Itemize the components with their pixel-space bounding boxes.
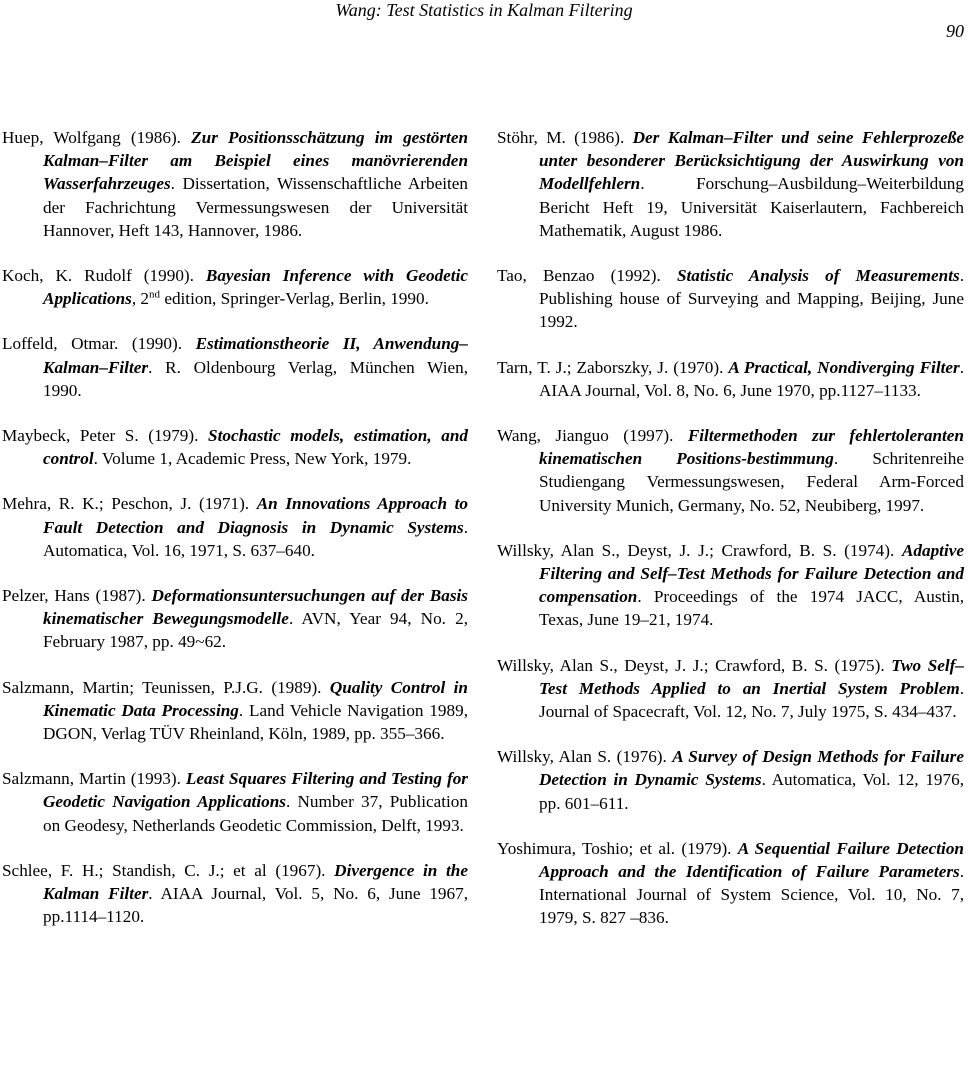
reference-details: . AIAA Journal, Vol. 8, No. 6, June 1970, pp.1127–1133. [539,357,964,400]
reference-authors: Tao, Benzao (1992). [497,266,677,286]
reference-entry [2,264,468,310]
reference-title: Least Squares Filtering and Testing for Geodetic Navigation Applications [43,769,468,812]
reference-title: Statistic Analysis of Measurements [676,266,960,286]
reference-entry [497,424,964,517]
reference-title: Stochastic models, estimation, and control [43,426,468,469]
reference-details: . Proceedings of the 1974 JACC, Austin, Texas, June 19–21, 1974. [539,587,964,630]
reference-authors: Yoshimura, Toshio; et al. (1979). [497,838,738,858]
reference-entry [2,584,468,654]
reference-details: . Volume 1, Academic Press, New York, 1979. [93,449,412,469]
reference-entry [2,859,468,929]
reference-authors: Salzmann, Martin (1993). [2,769,186,789]
reference-title: An Innovations Approach to Fault Detection and Diagnosis in Dynamic Systems [43,494,468,537]
reference-authors: Willsky, Alan S., Deyst, J. J.; Crawford, B. S. (1974). [497,540,902,560]
reference-title: Estimationstheorie II, Anwendung–Kalman–Filter [43,334,468,377]
reference-authors: Koch, K. Rudolf (1990). [2,266,206,286]
reference-details: . R. Oldenbourg Verlag, München Wien, 1990. [43,357,468,400]
reference-entry [497,837,964,930]
reference-entry [2,767,468,837]
reference-title: Filtermethoden zur fehlertoleranten kinematischen Positions-bestimmung [539,426,964,469]
reference-details: . Forschung–Ausbildung–Weiterbildung Bericht Heft 19, Universität Kaiserlautern, Fachbereich Mathematik, August 1986. [539,174,964,240]
reference-details: . Number 37, Publication on Geodesy, Netherlands Geodetic Commission, Delft, 1993. [43,792,468,835]
reference-title: Divergence in the Kalman Filter [43,860,468,904]
reference-authors: Pelzer, Hans (1987). [2,586,152,606]
reference-authors: Loffeld, Otmar. (1990). [2,334,196,354]
reference-details: . Schritenreihe Studiengang Vermessungswesen, Federal Arm-Forced University Munich, Germany, No. 52, Neubiberg, 1997. [539,449,964,515]
reference-details: . Publishing house of Surveying and Mapping, Beijing, June 1992. [539,266,964,332]
reference-authors: Tarn, T. J.; Zaborszky, J. (1970). [497,357,729,377]
reference-authors: Schlee, F. H.; Standish, C. J.; et al (1967). [2,860,335,880]
reference-entry [497,356,964,402]
reference-authors: Willsky, Alan S., Deyst, J. J.; Crawford, B. S. (1975). [497,655,892,675]
reference-authors: Salzmann, Martin; Teunissen, P.J.G. (1989). [2,677,330,697]
reference-title: A Survey of Design Methods for Failure Detection in Dynamic Systems [539,747,964,790]
reference-entry [2,424,468,470]
reference-title: Deformationsuntersuchungen auf der Basis kinematischer Bewegungsmodelle [43,586,468,629]
reference-entry [497,126,964,242]
reference-title: Zur Positionsschätzung im gestörten Kalman–Filter am Beispiel eines manövrierenden Wasserfahrzeuges [43,128,469,194]
reference-details: . Automatica, Vol. 16, 1971, S. 637–640. [43,517,468,560]
reference-entry [2,332,468,402]
reference-authors: Huep, Wolfgang (1986). [2,128,192,147]
reference-title: Adaptive Filtering and Self–Test Methods for Failure Detection and compensation [539,540,964,607]
reference-entry [2,492,468,562]
reference-entry [2,676,468,746]
reference-entry [497,539,964,632]
reference-title: Quality Control in Kinematic Data Processing [43,677,468,720]
reference-entry [497,264,964,334]
reference-entry [2,126,468,242]
reference-details: . Land Vehicle Navigation 1989, DGON, Verlag TÜV Rheinland, Köln, 1989, pp. 355–366. [43,700,468,744]
reference-superscript: nd [149,288,161,301]
reference-details: . International Journal of System Science, Vol. 10, No. 7, 1979, S. 827 –836. [539,862,964,928]
reference-details: . Journal of Spacecraft, Vol. 12, No. 7, July 1975, S. 434–437. [539,678,964,722]
reference-details: . Dissertation, Wissenschaftliche Arbeiten der Fachrichtung Vermessungswesen der Universität Hannover, Heft 143, Hannover, 1986. [43,174,468,240]
reference-authors: Willsky, Alan S. (1976). [497,747,673,767]
reference-details: . Automatica, Vol. 12, 1976, pp. 601–611. [539,770,964,813]
right-reference-column [497,126,964,952]
reference-title: A Sequential Failure Detection Approach and the Identification of Failure Parameters [539,838,964,882]
reference-details: . AVN, Year 94, No. 2, February 1987, pp. 49~62. [43,609,468,652]
reference-authors: Mehra, R. K.; Peschon, J. (1971). [2,494,257,514]
reference-details: , 2 [131,289,150,309]
page-number: 90 [946,21,964,41]
reference-title: Bayesian Inference with Geodetic Applications [43,266,468,309]
reference-entry [497,654,964,724]
reference-authors: Maybeck, Peter S. (1979). [2,426,209,446]
reference-authors: Wang, Jianguo (1997). [497,426,688,446]
reference-title: Der Kalman–Filter und seine Fehlerprozeße unter besonderer Berücksichtigung der Auswirkung von Modellfehlern [539,128,964,194]
reference-details: . AIAA Journal, Vol. 5, No. 6, June 1967, pp.1114–1120. [43,884,468,927]
reference-details-cont: edition, Springer-Verlag, Berlin, 1990. [160,289,429,309]
running-head: Wang: Test Statistics in Kalman Filtering [335,0,633,20]
reference-entry [497,745,964,815]
reference-title: A Practical, Nondiverging Filter [728,357,960,377]
reference-title: Two Self–Test Methods Applied to an Inertial System Problem [539,655,964,698]
left-reference-column [2,126,468,950]
reference-authors: Stöhr, M. (1986). [497,128,633,147]
